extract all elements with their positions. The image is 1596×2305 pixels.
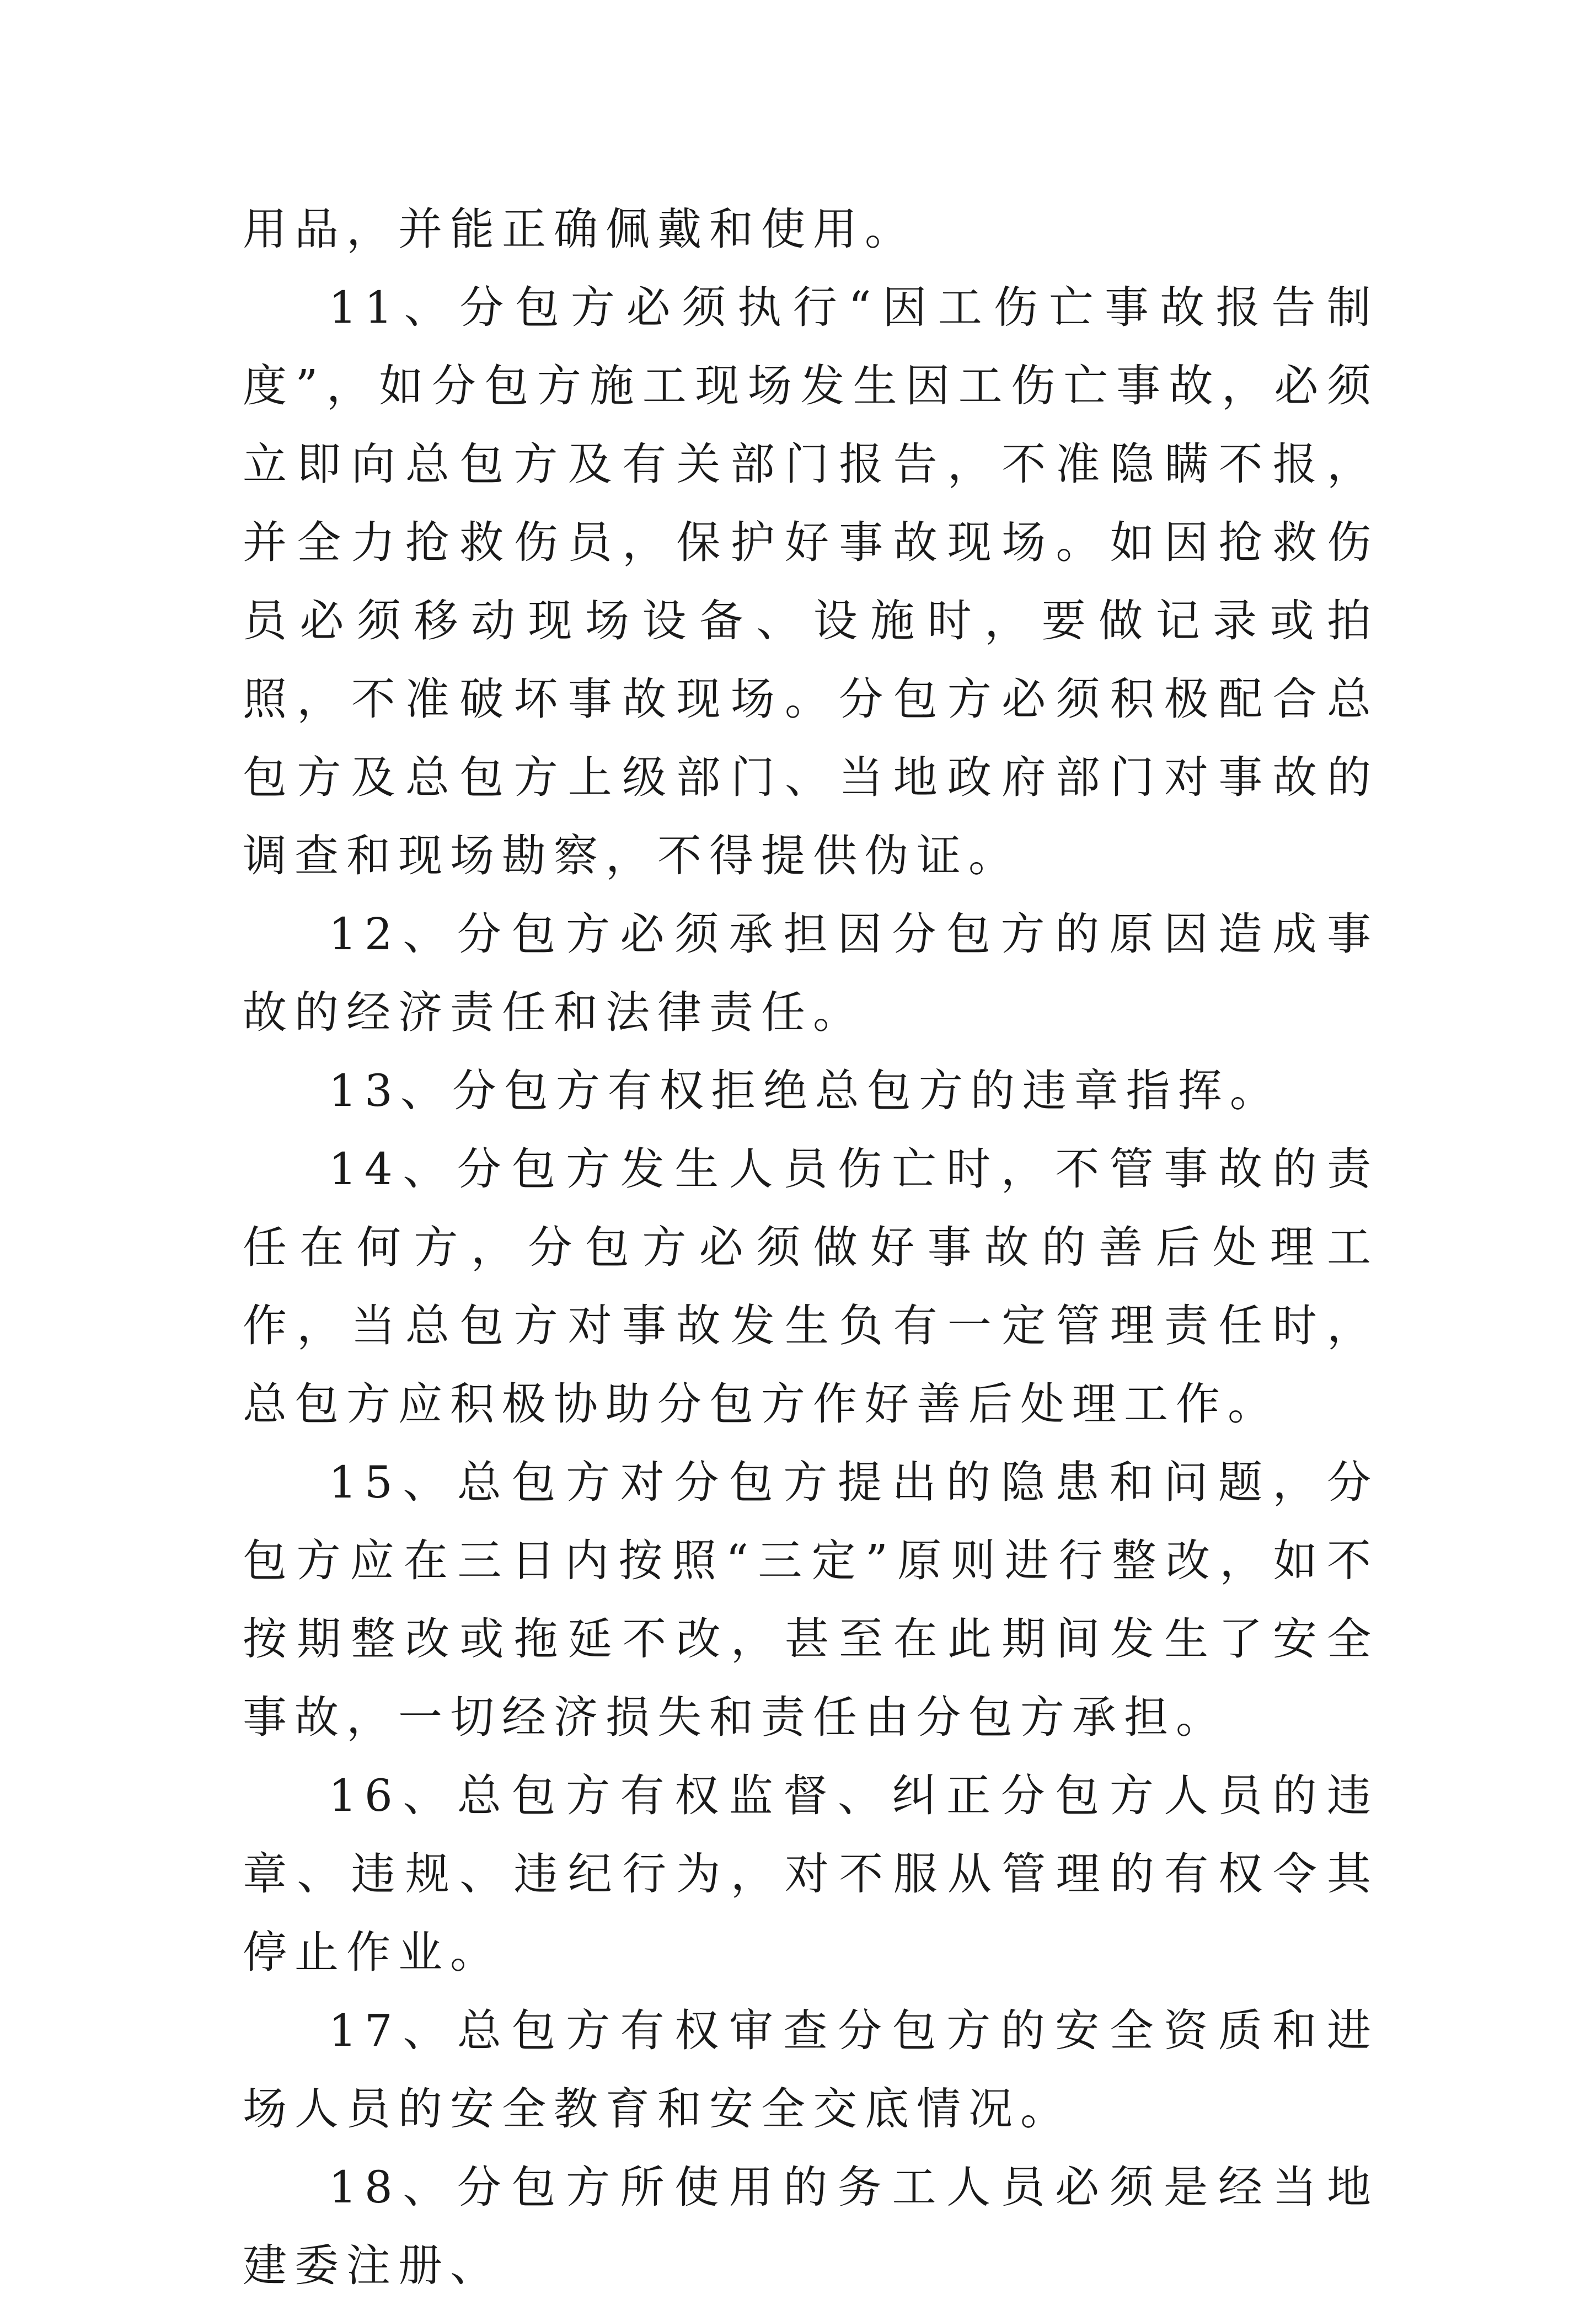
paragraph: 12、分包方必须承担因分包方的原因造成事故的经济责任和法律责任。 [243, 908, 1379, 1038]
paragraph: 用品，并能正确佩戴和使用。 [243, 204, 917, 255]
paragraph: 15、总包方对分包方提出的隐患和问题，分包方应在三日内按照“三定”原则进行整改，如不按期整改或拖延不改，甚至在此期间发生了安全事故，一切经济损失和责任由分包方承担。 [243, 1457, 1379, 1743]
paragraph: 11、分包方必须执行“因工伤亡事故报告制度”，如分包方施工现场发生因工伤亡事故，必须立即向总包方及有关部门报告，不准隐瞒不报，并全力抢救伤员，保护好事故现场。如因抢救伤员必须移动现场设备、设施时，要做记录或拍照，不准破坏事故现场。分包方必须积极配合总包方及总包方上级部门、当地政府部门对事故的调查和现场勘察，不得提供伪证。 [243, 282, 1379, 881]
paragraph: 13、分包方有权拒绝总包方的违章指挥。 [329, 1065, 1282, 1116]
paragraph: 17、总包方有权审查分包方的安全资质和进场人员的安全教育和安全交底情况。 [243, 2005, 1379, 2135]
paragraph: 16、总包方有权监督、纠正分包方人员的违章、违规、违纪行为，对不服从管理的有权令其停止作业。 [243, 1770, 1379, 1978]
paragraph: 18、分包方所使用的务工人员必须是经当地建委注册、 [243, 2162, 1379, 2291]
body-text [243, 190, 1379, 2305]
paragraph: 14、分包方发生人员伤亡时，不管事故的责任在何方，分包方必须做好事故的善后处理工作，当总包方对事故发生负有一定管理责任时，总包方应积极协助分包方作好善后处理工作。 [243, 1143, 1379, 1430]
